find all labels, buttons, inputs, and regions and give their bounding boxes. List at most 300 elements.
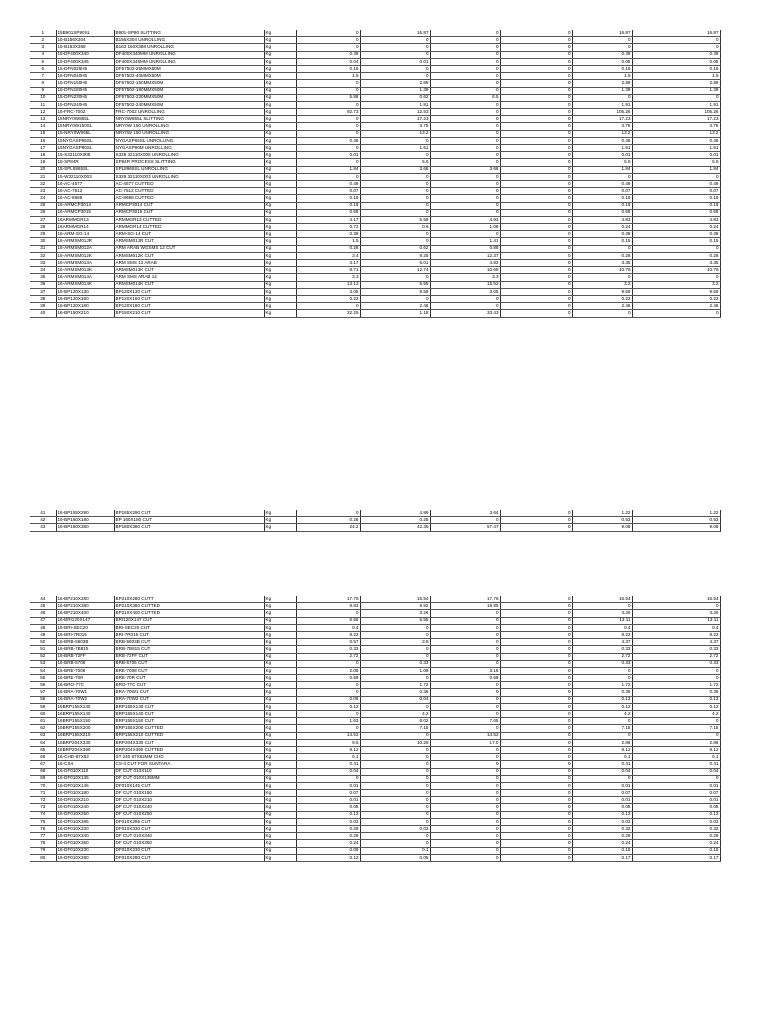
table-row xyxy=(30,631,720,638)
cell-opening-qty: 0 xyxy=(296,87,360,94)
cell-item-code: 16-DF010X240 xyxy=(56,804,114,811)
cell-unit: Kg xyxy=(264,596,296,603)
cell-item-code: 16BRP155X150 xyxy=(56,718,114,725)
cell-issue-qty: 0 xyxy=(430,696,500,703)
cell-receipt-qty: 0 xyxy=(360,782,430,789)
cell-row-number: 14 xyxy=(30,123,56,130)
cell-unit: Kg xyxy=(264,646,296,653)
cell-receipt-qty: 0 xyxy=(360,761,430,768)
cell-receipt-qty: 0 xyxy=(360,768,430,775)
table-block-1 xyxy=(30,30,720,318)
table-row xyxy=(30,260,720,267)
cell-issue-qty: 0 xyxy=(430,303,500,310)
cell-closing-qty: 0 xyxy=(572,732,632,739)
cell-item-description: DF CUT 010X135MM xyxy=(114,775,264,782)
cell-balance-qty: 0.02 xyxy=(632,818,720,825)
cell-opening-qty: 0 xyxy=(296,159,360,166)
cell-opening-qty: 32.25 xyxy=(296,310,360,317)
cell-other-qty: 0 xyxy=(500,123,572,130)
cell-row-number: 3 xyxy=(30,44,56,51)
cell-closing-qty: 0.49 xyxy=(572,180,632,187)
cell-unit: Kg xyxy=(264,188,296,195)
cell-receipt-qty: 12.53 xyxy=(360,109,430,116)
cell-unit: Kg xyxy=(264,818,296,825)
cell-item-description: ARM SMS ARAB 14 xyxy=(114,274,264,281)
cell-unit: Kg xyxy=(264,847,296,854)
cell-receipt-qty: 0 xyxy=(360,624,430,631)
cell-unit: Kg xyxy=(264,137,296,144)
cell-opening-qty: 17.76 xyxy=(296,596,360,603)
cell-balance-qty: 2.72 xyxy=(632,653,720,660)
cell-row-number: 42 xyxy=(30,517,56,524)
cell-item-code: 16-BRB-7B815 xyxy=(56,646,114,653)
cell-closing-qty: 4.83 xyxy=(572,216,632,223)
cell-item-code: 16-BP150X210 xyxy=(56,310,114,317)
cell-row-number: 59 xyxy=(30,703,56,710)
cell-balance-qty: 0.49 xyxy=(632,51,720,58)
cell-opening-qty: 0.38 xyxy=(296,231,360,238)
cell-other-qty: 0 xyxy=(500,245,572,252)
cell-other-qty: 0 xyxy=(500,159,572,166)
cell-other-qty: 0 xyxy=(500,267,572,274)
cell-issue-qty: 14.52 xyxy=(430,732,500,739)
cell-receipt-qty: 7.15 xyxy=(360,725,430,732)
table-row xyxy=(30,667,720,674)
cell-row-number: 38 xyxy=(30,295,56,302)
cell-balance-qty: 9.59 xyxy=(632,288,720,295)
cell-row-number: 15 xyxy=(30,130,56,137)
cell-item-code: 16-BP155X290 xyxy=(56,510,114,517)
table-row xyxy=(30,768,720,775)
cell-receipt-qty: 1.08 xyxy=(360,667,430,674)
cell-balance-qty: 0 xyxy=(632,718,720,725)
cell-receipt-qty: 0 xyxy=(360,195,430,202)
cell-closing-qty: 0.4 xyxy=(572,624,632,631)
table-row xyxy=(30,188,720,195)
cell-balance-qty: 0.4 xyxy=(632,624,720,631)
cell-item-code: 16-AC-7512 xyxy=(56,188,114,195)
cell-other-qty: 0 xyxy=(500,510,572,517)
cell-unit: Kg xyxy=(264,739,296,746)
cell-row-number: 70 xyxy=(30,782,56,789)
table-row xyxy=(30,238,720,245)
cell-receipt-qty: 0 xyxy=(360,44,430,51)
cell-closing-qty: 2.89 xyxy=(572,80,632,87)
cell-closing-qty: 10.76 xyxy=(572,267,632,274)
cell-item-description: NYGASP90M UNROLLING xyxy=(114,145,264,152)
cell-receipt-qty: 0 xyxy=(360,675,430,682)
cell-issue-qty: 0 xyxy=(430,646,500,653)
cell-issue-qty: 0 xyxy=(430,818,500,825)
cell-other-qty: 0 xyxy=(500,44,572,51)
cell-unit: Kg xyxy=(264,854,296,861)
cell-balance-qty: 1.5 xyxy=(632,73,720,80)
cell-opening-qty: 0.01 xyxy=(296,797,360,804)
cell-item-description: CS-4 CUT FOR SUNTARA xyxy=(114,761,264,768)
cell-row-number: 49 xyxy=(30,631,56,638)
cell-opening-qty: 1.5 xyxy=(296,238,360,245)
table-row xyxy=(30,782,720,789)
cell-balance-qty: 0.1 xyxy=(632,754,720,761)
cell-opening-qty: 0.29 xyxy=(296,833,360,840)
cell-balance-qty: 0.24 xyxy=(632,224,720,231)
cell-balance-qty: 0.22 xyxy=(632,295,720,302)
cell-opening-qty: 0 xyxy=(296,775,360,782)
cell-item-description: ARMSM01JR CUT xyxy=(114,238,264,245)
cell-row-number: 51 xyxy=(30,646,56,653)
cell-receipt-qty: 0 xyxy=(360,173,430,180)
cell-other-qty: 0 xyxy=(500,145,572,152)
cell-closing-qty: 0.05 xyxy=(572,58,632,65)
cell-receipt-qty: 9.25 xyxy=(360,252,430,259)
cell-row-number: 65 xyxy=(30,746,56,753)
cell-item-description: SPL8965SL UNROLLING xyxy=(114,166,264,173)
cell-opening-qty: 0 xyxy=(296,173,360,180)
cell-item-code: 16-DF010X340 xyxy=(56,833,114,840)
cell-item-description: BRB-5803B CUT xyxy=(114,639,264,646)
cell-item-code: 16-DF010X210 xyxy=(56,797,114,804)
cell-other-qty: 0 xyxy=(500,252,572,259)
cell-unit: Kg xyxy=(264,288,296,295)
cell-item-description: ARM SMS 13 ARAB xyxy=(114,260,264,267)
cell-issue-qty: 0 xyxy=(430,231,500,238)
cell-other-qty: 0 xyxy=(500,188,572,195)
cell-issue-qty: 3.64 xyxy=(430,510,500,517)
cell-row-number: 8 xyxy=(30,80,56,87)
table-row xyxy=(30,80,720,87)
cell-row-number: 9 xyxy=(30,87,56,94)
cell-item-description: NRY0W 150 UNROLLING xyxy=(114,123,264,130)
cell-receipt-qty: 3.26 xyxy=(360,610,430,617)
cell-other-qty: 0 xyxy=(500,51,572,58)
cell-other-qty: 0 xyxy=(500,517,572,524)
cell-issue-qty: 0 xyxy=(430,768,500,775)
cell-item-code: 15-W32110X003 xyxy=(56,173,114,180)
table-row xyxy=(30,711,720,718)
cell-item-description: DF57502-180MMX50M xyxy=(114,87,264,94)
cell-receipt-qty: 0 xyxy=(360,775,430,782)
cell-other-qty: 0 xyxy=(500,130,572,137)
cell-opening-qty: 9.83 xyxy=(296,603,360,610)
cell-closing-qty: 1.72 xyxy=(572,682,632,689)
cell-issue-qty: 10.68 xyxy=(430,267,500,274)
cell-item-code: 16BRP155X140 xyxy=(56,711,114,718)
cell-closing-qty: 0 xyxy=(572,274,632,281)
cell-balance-qty: 3.26 xyxy=(632,610,720,617)
cell-opening-qty: 0.05 xyxy=(296,804,360,811)
cell-unit: Kg xyxy=(264,65,296,72)
cell-row-number: 21 xyxy=(30,173,56,180)
cell-issue-qty: 0 xyxy=(430,137,500,144)
cell-receipt-qty: 9.92 xyxy=(360,603,430,610)
cell-item-description: B163 160X388 UNROLLING xyxy=(114,44,264,51)
cell-balance-qty: 0.07 xyxy=(632,790,720,797)
cell-issue-qty: 0 xyxy=(430,116,500,123)
cell-row-number: 41 xyxy=(30,510,56,517)
cell-issue-qty: 0 xyxy=(430,682,500,689)
cell-balance-qty: 2.86 xyxy=(632,739,720,746)
cell-opening-qty: 8.71 xyxy=(296,267,360,274)
cell-item-description: BP155X290 CUT xyxy=(114,510,264,517)
cell-item-description: BP120X150 CUT xyxy=(114,295,264,302)
cell-item-code: 16-DF010X330 xyxy=(56,826,114,833)
cell-other-qty: 0 xyxy=(500,653,572,660)
cell-balance-qty: 3.35 xyxy=(632,260,720,267)
cell-issue-qty: 0 xyxy=(430,44,500,51)
cell-item-description: S328 32110X003 UNROLLING xyxy=(114,173,264,180)
table-row xyxy=(30,145,720,152)
cell-item-code: 16-BP180X380 xyxy=(56,524,114,531)
cell-item-description: NRY0W865L SLITTING xyxy=(114,116,264,123)
cell-item-description: BP120X130 CUT xyxy=(114,288,264,295)
cell-unit: Kg xyxy=(264,231,296,238)
cell-balance-qty: 0 xyxy=(632,775,720,782)
cell-opening-qty: 92.73 xyxy=(296,109,360,116)
stock-table-3 xyxy=(30,596,720,862)
cell-other-qty: 0 xyxy=(500,790,572,797)
cell-other-qty: 0 xyxy=(500,116,572,123)
cell-unit: Kg xyxy=(264,245,296,252)
cell-balance-qty: 0 xyxy=(632,173,720,180)
cell-other-qty: 0 xyxy=(500,216,572,223)
cell-issue-qty: 57.47 xyxy=(430,524,500,531)
cell-receipt-qty: 1.51 xyxy=(360,145,430,152)
cell-closing-qty: 0.13 xyxy=(572,696,632,703)
cell-item-description: BP210X380 CUTTED xyxy=(114,603,264,610)
cell-other-qty: 0 xyxy=(500,667,572,674)
cell-issue-qty: 12.37 xyxy=(430,252,500,259)
cell-other-qty: 0 xyxy=(500,101,572,108)
cell-closing-qty: 3.75 xyxy=(572,123,632,130)
cell-receipt-qty: 6.55 xyxy=(360,617,430,624)
cell-balance-qty: 0.46 xyxy=(632,137,720,144)
cell-receipt-qty: 0.36 xyxy=(360,689,430,696)
cell-item-description: AC-4577 CUTTED xyxy=(114,180,264,187)
table-row xyxy=(30,202,720,209)
cell-receipt-qty: 0.01 xyxy=(360,58,430,65)
cell-opening-qty: 3.3 xyxy=(296,274,360,281)
cell-closing-qty: 2.72 xyxy=(572,653,632,660)
cell-unit: Kg xyxy=(264,790,296,797)
cell-opening-qty: 0.1 xyxy=(296,754,360,761)
cell-unit: Kg xyxy=(264,510,296,517)
cell-unit: Kg xyxy=(264,804,296,811)
cell-item-description: S328 32110X005 UNROLLING xyxy=(114,152,264,159)
cell-unit: Kg xyxy=(264,768,296,775)
cell-row-number: 10 xyxy=(30,94,56,101)
table-row xyxy=(30,596,720,603)
cell-other-qty: 0 xyxy=(500,166,572,173)
cell-item-code: 16BRP155X130 xyxy=(56,703,114,710)
cell-closing-qty: 0.12 xyxy=(572,703,632,710)
table-row xyxy=(30,639,720,646)
cell-item-code: 16-DF010X110 xyxy=(56,768,114,775)
cell-issue-qty: 17.0 xyxy=(430,739,500,746)
cell-item-description: ST 240 87X82MM CHD xyxy=(114,754,264,761)
cell-opening-qty: 2.08 xyxy=(296,667,360,674)
cell-closing-qty: 0.01 xyxy=(572,152,632,159)
cell-opening-qty: 0.33 xyxy=(296,646,360,653)
cell-closing-qty: 0 xyxy=(572,675,632,682)
table-row xyxy=(30,624,720,631)
cell-other-qty: 0 xyxy=(500,660,572,667)
cell-unit: Kg xyxy=(264,80,296,87)
cell-balance-qty: 0 xyxy=(632,732,720,739)
cell-closing-qty: 9.08 xyxy=(572,524,632,531)
cell-opening-qty: 1.63 xyxy=(296,718,360,725)
cell-item-code: 16-BRB-5706 xyxy=(56,660,114,667)
cell-closing-qty: 0 xyxy=(572,37,632,44)
cell-balance-qty: 0.16 xyxy=(632,195,720,202)
cell-closing-qty: 0.02 xyxy=(572,818,632,825)
cell-receipt-qty: 0 xyxy=(360,37,430,44)
table-row xyxy=(30,646,720,653)
cell-unit: Kg xyxy=(264,274,296,281)
table-row xyxy=(30,51,720,58)
cell-balance-qty: 16.87 xyxy=(632,30,720,37)
cell-item-code: 15-B156X304 xyxy=(56,37,114,44)
cell-issue-qty: 0 xyxy=(430,797,500,804)
cell-balance-qty: 0 xyxy=(632,675,720,682)
cell-other-qty: 0 xyxy=(500,840,572,847)
cell-closing-qty: 1.91 xyxy=(572,101,632,108)
cell-unit: Kg xyxy=(264,610,296,617)
cell-closing-qty: 0 xyxy=(572,173,632,180)
cell-receipt-qty: 0 xyxy=(360,295,430,302)
table-row xyxy=(30,252,720,259)
cell-other-qty: 0 xyxy=(500,137,572,144)
cell-opening-qty: 0.02 xyxy=(296,818,360,825)
cell-row-number: 7 xyxy=(30,73,56,80)
cell-opening-qty: 0 xyxy=(296,725,360,732)
cell-receipt-qty: 0 xyxy=(360,840,430,847)
cell-issue-qty: 3.05 xyxy=(430,288,500,295)
cell-item-code: 16ARMMGR14 xyxy=(56,224,114,231)
cell-other-qty: 0 xyxy=(500,804,572,811)
cell-unit: Kg xyxy=(264,180,296,187)
cell-receipt-qty: 0 xyxy=(360,646,430,653)
cell-balance-qty: 9.12 xyxy=(632,746,720,753)
cell-other-qty: 0 xyxy=(500,826,572,833)
cell-unit: Kg xyxy=(264,833,296,840)
cell-item-description: NRY0W 150 UNROLLING xyxy=(114,130,264,137)
cell-other-qty: 0 xyxy=(500,37,572,44)
cell-item-description: DF57502-240MMX50M xyxy=(114,101,264,108)
cell-unit: Kg xyxy=(264,195,296,202)
cell-closing-qty: 0.24 xyxy=(572,840,632,847)
cell-opening-qty: 4.17 xyxy=(296,216,360,223)
cell-item-code: 16BRP204X330 xyxy=(56,739,114,746)
cell-other-qty: 0 xyxy=(500,725,572,732)
cell-item-description: FRC-7002 UNROLLING xyxy=(114,109,264,116)
cell-closing-qty: 0.07 xyxy=(572,188,632,195)
cell-row-number: 67 xyxy=(30,761,56,768)
cell-item-description: DF CUT 010X350 xyxy=(114,840,264,847)
cell-item-code: 16-BRE-7008 xyxy=(56,667,114,674)
cell-item-code: 16-ARMSM013A xyxy=(56,260,114,267)
cell-receipt-qty: 16.87 xyxy=(360,30,430,37)
cell-row-number: 72 xyxy=(30,797,56,804)
table-row xyxy=(30,166,720,173)
cell-item-description: BRP155X200 CUTTED xyxy=(114,725,264,732)
cell-row-number: 50 xyxy=(30,639,56,646)
cell-closing-qty: 0 xyxy=(572,94,632,101)
cell-item-description: BRB-72FF CUT xyxy=(114,653,264,660)
cell-opening-qty: 0 xyxy=(296,101,360,108)
cell-item-description: DF010X280 CUT xyxy=(114,854,264,861)
cell-receipt-qty: 0 xyxy=(360,73,430,80)
cell-item-code: 15NRY0W865L xyxy=(56,116,114,123)
cell-balance-qty: 15.54 xyxy=(632,596,720,603)
cell-receipt-qty: 4.86 xyxy=(360,510,430,517)
cell-closing-qty: 0.15 xyxy=(572,238,632,245)
table-row xyxy=(30,840,720,847)
cell-receipt-qty: 0 xyxy=(360,703,430,710)
cell-item-description: DF57502-230MMX50M xyxy=(114,94,264,101)
cell-row-number: 4 xyxy=(30,51,56,58)
cell-closing-qty: 3.2 xyxy=(572,281,632,288)
cell-issue-qty: 0 xyxy=(430,51,500,58)
cell-other-qty: 0 xyxy=(500,746,572,753)
cell-receipt-qty: 42.35 xyxy=(360,524,430,531)
cell-row-number: 22 xyxy=(30,180,56,187)
cell-other-qty: 0 xyxy=(500,854,572,861)
cell-opening-qty: 0 xyxy=(296,510,360,517)
cell-row-number: 33 xyxy=(30,260,56,267)
table-row xyxy=(30,811,720,818)
cell-opening-qty: 0.16 xyxy=(296,195,360,202)
table-row xyxy=(30,224,720,231)
cell-item-description: ARM-SG-14 CUT xyxy=(114,231,264,238)
cell-closing-qty: 0 xyxy=(572,718,632,725)
cell-closing-qty: 0.17 xyxy=(572,854,632,861)
cell-other-qty: 0 xyxy=(500,782,572,789)
cell-closing-qty: 0.01 xyxy=(572,782,632,789)
cell-issue-qty: 0 xyxy=(430,37,500,44)
stock-table-1 xyxy=(30,30,720,318)
cell-receipt-qty: 0 xyxy=(360,202,430,209)
cell-other-qty: 0 xyxy=(500,631,572,638)
table-row xyxy=(30,94,720,101)
table-row xyxy=(30,797,720,804)
cell-issue-qty: 6.5 xyxy=(430,94,500,101)
cell-receipt-qty: 5.6 xyxy=(360,159,430,166)
cell-balance-qty: 0.16 xyxy=(632,847,720,854)
cell-item-code: 16BRP155X210 xyxy=(56,732,114,739)
cell-closing-qty: 4.2 xyxy=(572,711,632,718)
cell-opening-qty: 0.57 xyxy=(296,639,360,646)
cell-issue-qty: 0 xyxy=(430,639,500,646)
cell-balance-qty: 0 xyxy=(632,44,720,51)
cell-issue-qty: 0 xyxy=(430,30,500,37)
cell-row-number: 80 xyxy=(30,854,56,861)
cell-closing-qty: 0.46 xyxy=(572,137,632,144)
cell-receipt-qty: 2.89 xyxy=(360,80,430,87)
cell-unit: Kg xyxy=(264,624,296,631)
cell-unit: Kg xyxy=(264,303,296,310)
cell-item-code: 16-ARMCP3014 xyxy=(56,202,114,209)
cell-issue-qty: 0 xyxy=(430,617,500,624)
cell-issue-qty: 0 xyxy=(430,209,500,216)
cell-other-qty: 0 xyxy=(500,833,572,840)
cell-unit: Kg xyxy=(264,130,296,137)
cell-item-description: BRA-70W1 CUT xyxy=(114,689,264,696)
cell-balance-qty: 0 xyxy=(632,667,720,674)
cell-closing-qty: 0.16 xyxy=(572,195,632,202)
cell-issue-qty: 0 xyxy=(430,754,500,761)
cell-receipt-qty: 3.75 xyxy=(360,123,430,130)
cell-issue-qty: 0 xyxy=(430,80,500,87)
